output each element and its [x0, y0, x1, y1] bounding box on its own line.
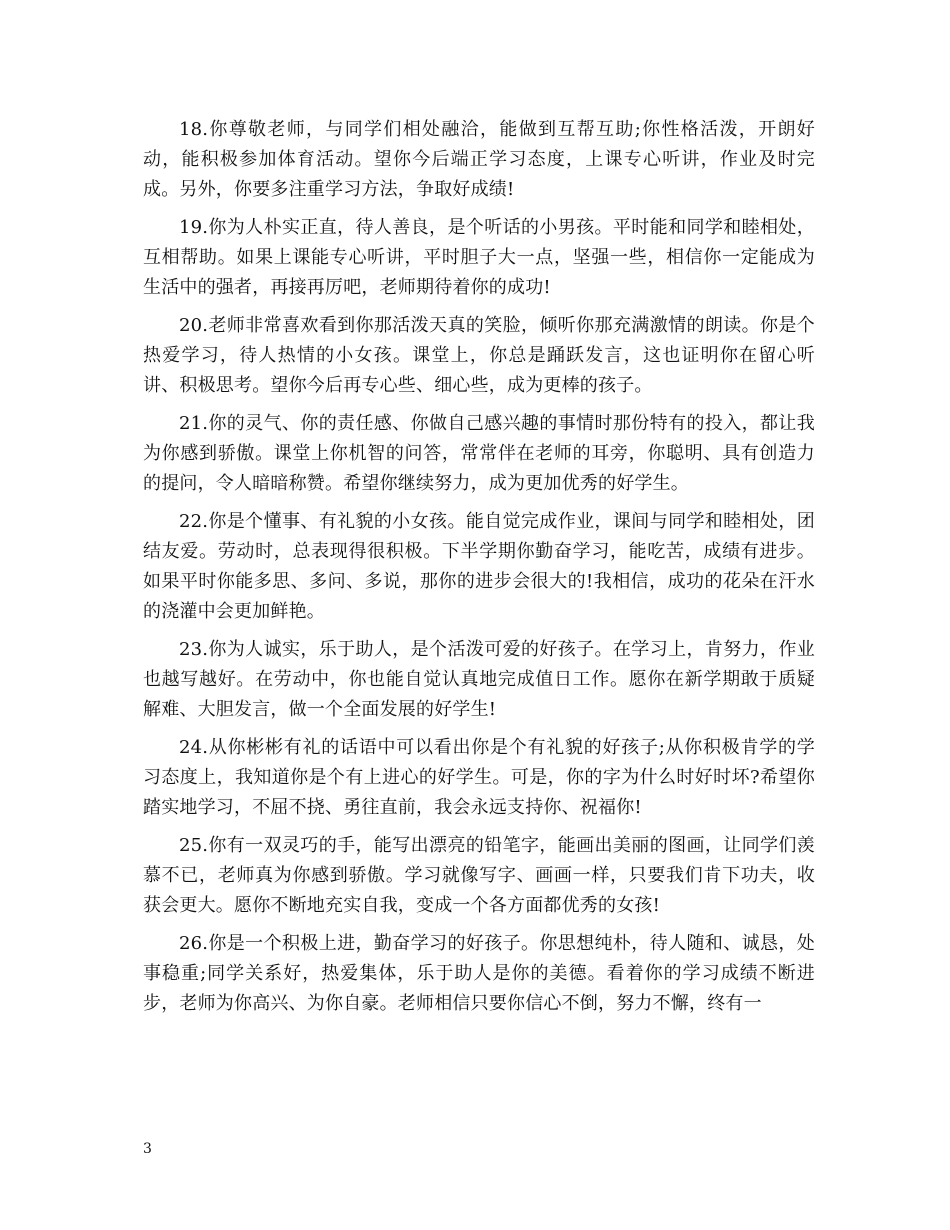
- document-body: [143, 115, 815, 1027]
- comment-paragraph-24: 24.从你彬彬有礼的话语中可以看出你是个有礼貌的好孩子;从你积极肯学的学习态度上，我知道你是个有上进心的好学生。可是，你的字为什么时好时坏?希望你踏实地学习，不屈不挠、勇往直前，我会永远支持你、祝福你!: [143, 737, 815, 818]
- comment-paragraph-19: 19.你为人朴实正直，待人善良，是个听话的小男孩。平时能和同学和睦相处，互相帮助。如果上课能专心听讲，平时胆子大一点，坚强一些，相信你一定能成为生活中的强者，再接再厉吧，老师期待着你的成功!: [143, 217, 815, 298]
- comment-paragraph-18: 18.你尊敬老师，与同学们相处融洽，能做到互帮互助;你性格活泼，开朗好动，能积极参加体育活动。望你今后端正学习态度，上课专心听讲，作业及时完成。另外，你要多注重学习方法，争取好成绩!: [143, 119, 815, 200]
- comment-paragraph-26: 26.你是一个积极上进，勤奋学习的好孩子。你思想纯朴，待人随和、诚恳，处事稳重;同学关系好，热爱集体，乐于助人是你的美德。看着你的学习成绩不断进步，老师为你高兴、为你自豪。老师相信只要你信心不倒，努力不懈，终有一: [143, 933, 815, 1014]
- comment-paragraph-23: 23.你为人诚实，乐于助人，是个活泼可爱的好孩子。在学习上，肯努力，作业也越写越好。在劳动中，你也能自觉认真地完成值日工作。愿你在新学期敢于质疑解难、大胆发言，做一个全面发展的好学生!: [143, 639, 815, 720]
- comment-paragraph-20: 20.老师非常喜欢看到你那活泼天真的笑脸，倾听你那充满激情的朗读。你是个热爱学习，待人热情的小女孩。课堂上，你总是踊跃发言，这也证明你在留心听讲、积极思考。望你今后再专心些、细心些，成为更棒的孩子。: [143, 315, 815, 396]
- page-number: 3: [143, 1141, 152, 1157]
- comment-paragraph-22: 22.你是个懂事、有礼貌的小女孩。能自觉完成作业，课间与同学和睦相处，团结友爱。劳动时，总表现得很积极。下半学期你勤奋学习，能吃苦，成绩有进步。如果平时你能多思、多问、多说，那你的进步会很大的!我相信，成功的花朵在汗水的浇灌中会更加鲜艳。: [143, 511, 815, 622]
- comment-paragraph-21: 21.你的灵气、你的责任感、你做自己感兴趣的事情时那份特有的投入，都让我为你感到骄傲。课堂上你机智的问答，常常伴在老师的耳旁，你聪明、具有创造力的提问，令人暗暗称赞。希望你继续努力，成为更加优秀的好学生。: [143, 413, 815, 494]
- comment-paragraph-25: 25.你有一双灵巧的手，能写出漂亮的铅笔字，能画出美丽的图画，让同学们羡慕不已，老师真为你感到骄傲。学习就像写字、画画一样，只要我们肯下功夫，收获会更大。愿你不断地充实自我，变成一个各方面都优秀的女孩!: [143, 835, 815, 916]
